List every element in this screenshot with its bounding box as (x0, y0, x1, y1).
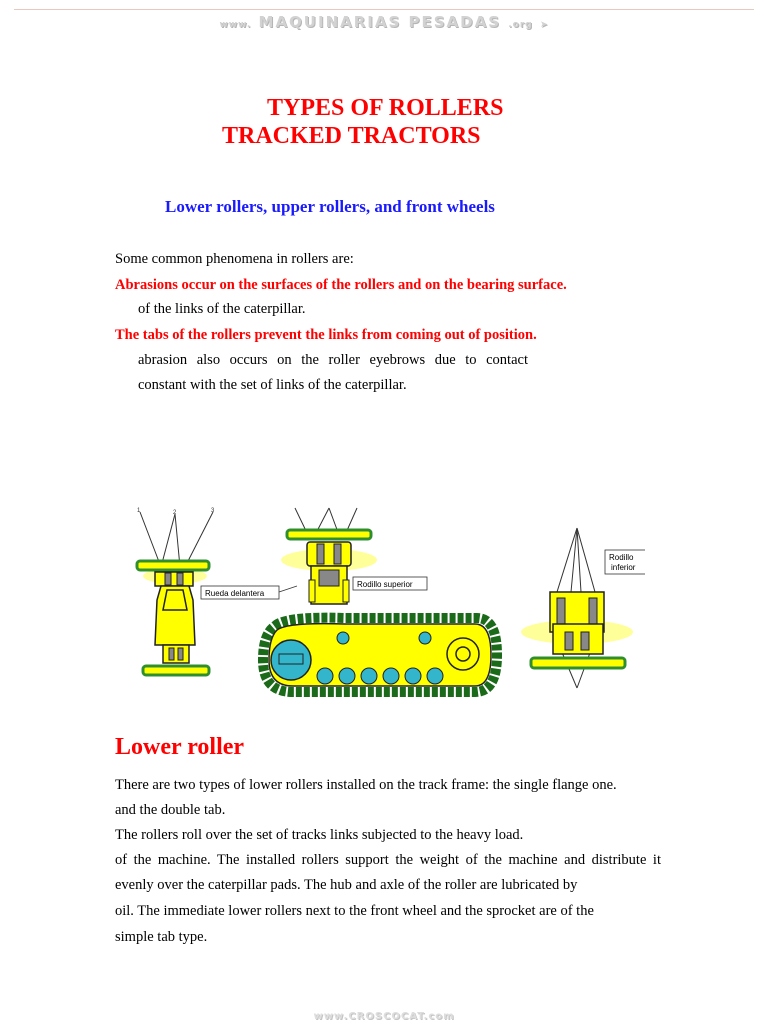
intro-point-2: The tabs of the rollers prevent the links from coming out of position. (115, 327, 537, 343)
track-assembly-figure (263, 618, 497, 692)
label-front-wheel: Rueda delantera (205, 589, 265, 598)
callout-1: 1 (137, 508, 141, 514)
body-line-7: simple tab type. (115, 929, 208, 945)
body-line-3: The rollers roll over the set of tracks links subjected to the heavy load. (115, 827, 524, 843)
cursor-icon: ➤ (539, 20, 549, 30)
callout-3: 3 (211, 508, 215, 514)
body-line-5: evenly over the caterpillar pads. The hub and axle of the roller are lubricated by (115, 877, 578, 893)
roller-diagram (125, 500, 645, 700)
label-lower-roller-2: inferior (611, 563, 636, 572)
watermark-brand: MAQUINARIAS PESADAS (258, 13, 502, 31)
intro-point-1: Abrasions occur on the surfaces of the rollers and on the bearing surface. (115, 277, 567, 293)
intro-lead: Some common phenomena in rollers are: (115, 251, 354, 267)
body-line-1: There are two types of lower rollers installed on the track frame: the single flange one. (115, 777, 617, 793)
section-heading-lower-roller: Lower roller (115, 734, 245, 760)
label-lower-roller-1: Rodillo (609, 553, 634, 562)
watermark-bottom: www.CROSCOCAT.com (313, 1011, 455, 1022)
watermark-prefix: www. (219, 20, 252, 30)
top-rule (14, 9, 754, 10)
intro-point-2-cont-1: abrasion also occurs on the roller eyebrows due to contact (138, 352, 528, 368)
body-line-4: of the machine. The installed rollers support the weight of the machine and distribute it (115, 852, 661, 868)
body-line-6: oil. The immediate lower rollers next to the front wheel and the sprocket are of the (115, 903, 594, 919)
subtitle: Lower rollers, upper rollers, and front wheels (165, 197, 495, 216)
watermark-suffix: .org (508, 20, 533, 30)
label-upper-roller: Rodillo superior (357, 580, 413, 589)
watermark-top (0, 13, 768, 31)
title-line-2: TRACKED TRACTORS (222, 123, 481, 149)
intro-point-1-cont: of the links of the caterpillar. (138, 301, 306, 317)
title-line-1: TYPES OF ROLLERS (267, 95, 504, 121)
callout-2: 2 (173, 510, 177, 516)
body-line-2: and the double tab. (115, 802, 226, 818)
intro-point-2-cont-2: constant with the set of links of the caterpillar. (138, 377, 407, 393)
